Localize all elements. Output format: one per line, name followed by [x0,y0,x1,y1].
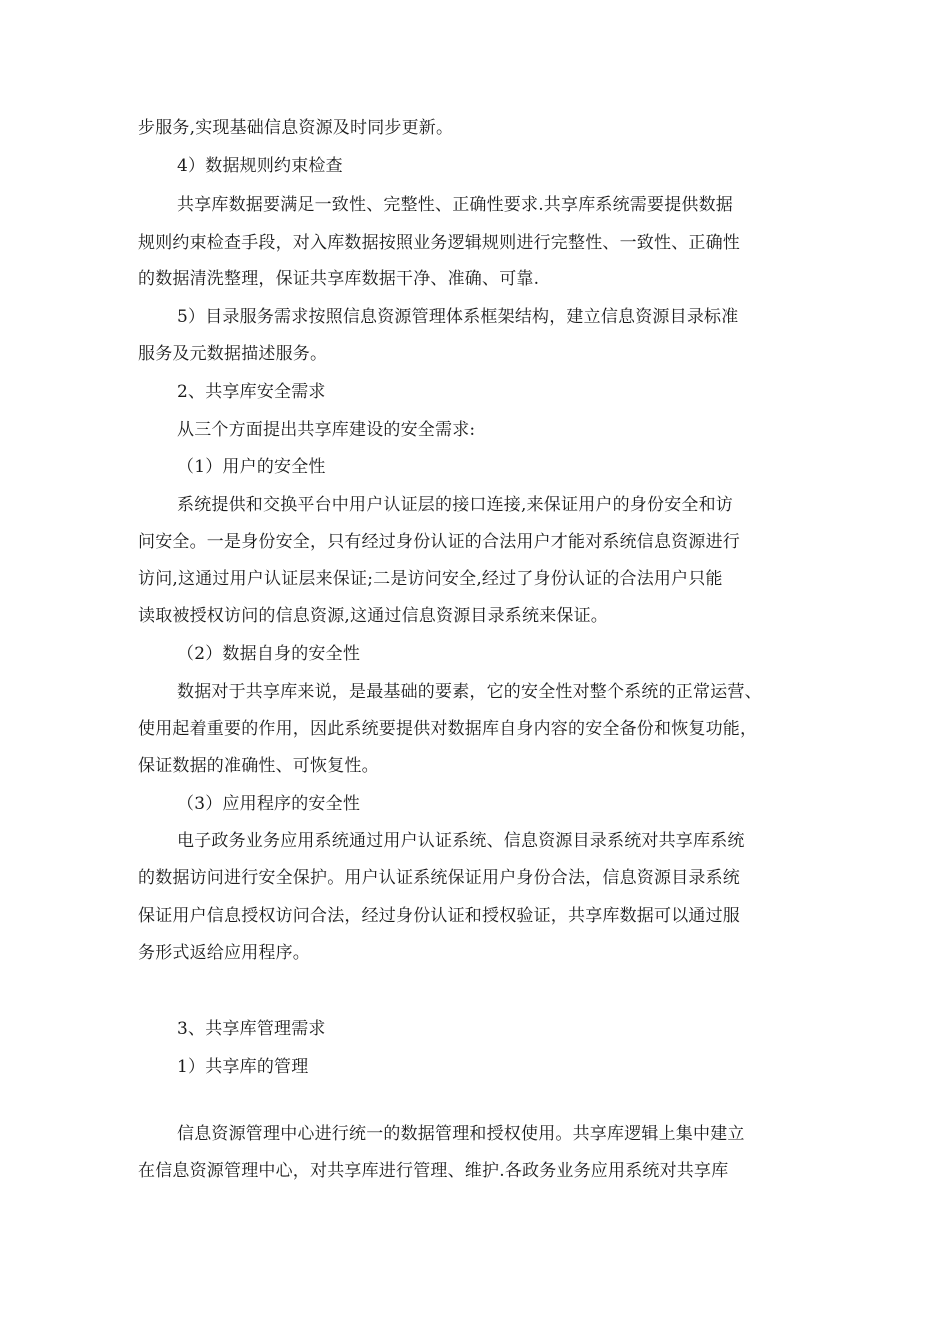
section-heading-security: 2、共享库安全需求 [177,382,326,402]
section-heading-management: 3、共享库管理需求 [177,1019,326,1039]
paragraph-line: 务形式返给应用程序。 [138,943,310,963]
paragraph-line: 共享库数据要满足一致性、完整性、正确性要求.共享库系统需要提供数据 [177,195,734,215]
paragraph-line: 在信息资源管理中心，对共享库进行管理、维护.各政务业务应用系统对共享库 [138,1161,729,1181]
subheading-user-security: （1）用户的安全性 [177,457,326,477]
paragraph-line: 5）目录服务需求按照信息资源管理体系框架结构，建立信息资源目录标准 [177,307,739,327]
paragraph-line: 从三个方面提出共享库建设的安全需求: [177,420,476,440]
paragraph-line: 数据对于共享库来说，是最基础的要素，它的安全性对整个系统的正常运营、 [177,682,762,702]
subheading-shared-db-management: 1）共享库的管理 [177,1057,309,1077]
subheading-application-security: （3）应用程序的安全性 [177,794,361,814]
paragraph-line: 的数据清洗整理，保证共享库数据干净、准确、可靠. [138,269,540,289]
paragraph-line: 访问,这通过用户认证层来保证;二是访问安全,经过了身份认证的合法用户只能 [138,569,723,589]
paragraph-line: 使用起着重要的作用，因此系统要提供对数据库自身内容的安全备份和恢复功能， [138,719,758,739]
paragraph-line: 电子政务业务应用系统通过用户认证系统、信息资源目录系统对共享库系统 [177,831,745,851]
subheading-data-security: （2）数据自身的安全性 [177,644,361,664]
paragraph-line: 系统提供和交换平台中用户认证层的接口连接,来保证用户的身份安全和访 [177,495,734,515]
paragraph-line: 保证用户信息授权访问合法，经过身份认证和授权验证，共享库数据可以通过服 [138,906,740,926]
section-heading-data-rule-check: 4）数据规则约束检查 [177,156,343,176]
paragraph-line: 步服务,实现基础信息资源及时同步更新。 [138,118,454,138]
paragraph-line: 规则约束检查手段，对入库数据按照业务逻辑规则进行完整性、一致性、正确性 [138,233,740,253]
paragraph-line: 服务及元数据描述服务。 [138,344,328,364]
paragraph-line: 保证数据的准确性、可恢复性。 [138,756,379,776]
paragraph-line: 信息资源管理中心进行统一的数据管理和授权使用。共享库逻辑上集中建立 [177,1124,745,1144]
paragraph-line: 的数据访问进行安全保护。用户认证系统保证用户身份合法，信息资源目录系统 [138,868,740,888]
paragraph-line: 问安全。一是身份安全，只有经过身份认证的合法用户才能对系统信息资源进行 [138,532,740,552]
paragraph-line: 读取被授权访问的信息资源,这通过信息资源目录系统来保证。 [138,606,609,626]
